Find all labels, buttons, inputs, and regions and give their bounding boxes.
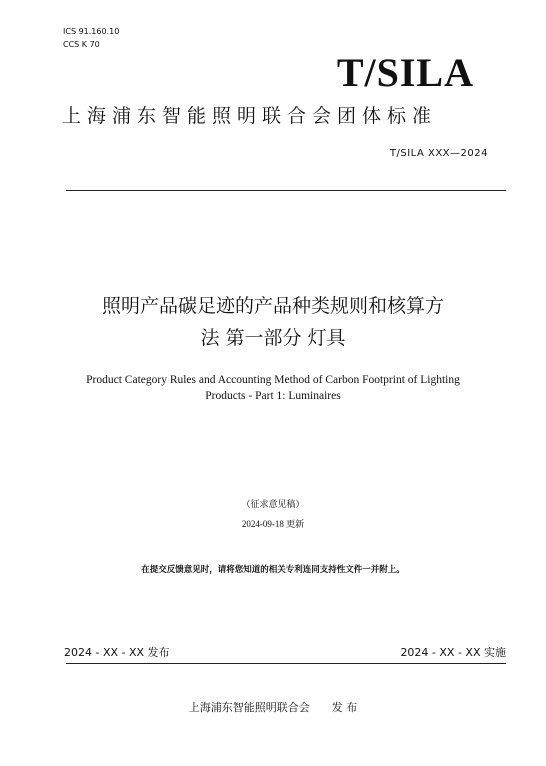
standard-logo: T/SILA (336, 50, 474, 95)
ccs-code: CCS K 70 (63, 40, 100, 49)
draft-status: （征求意见稿） (241, 499, 305, 509)
publish-date: 2024 - XX - XX 发布 (64, 646, 170, 659)
title-en-line-2: Products - Part 1: Luminaires (205, 390, 341, 402)
footer-divider (66, 663, 506, 664)
title-en-line-1: Product Category Rules and Accounting Method of Carbon Footprint of Lighting (86, 374, 460, 386)
issuer-action: 发 布 (331, 701, 358, 714)
patent-notice: 在提交反馈意见时，请将您知道的相关专利连同支持性文件一并附上。 (141, 564, 405, 574)
update-date: 2024-09-18 更新 (241, 519, 305, 529)
issuer-line (100, 700, 446, 715)
title-cn-line-1: 照明产品碳足迹的产品种类规则和核算方 (101, 295, 444, 317)
organization-title: 上海浦东智能照明联合会团体标准 (62, 105, 438, 127)
ics-code: ICS 91.160.10 (63, 27, 120, 36)
title-cn-line-2: 法 第一部分 灯具 (200, 327, 346, 349)
issuer-name: 上海浦东智能照明联合会 (188, 701, 310, 714)
implement-date: 2024 - XX - XX 实施 (400, 646, 506, 659)
header-divider (66, 190, 506, 191)
standard-code: T/SILA XXX—2024 (389, 148, 488, 159)
